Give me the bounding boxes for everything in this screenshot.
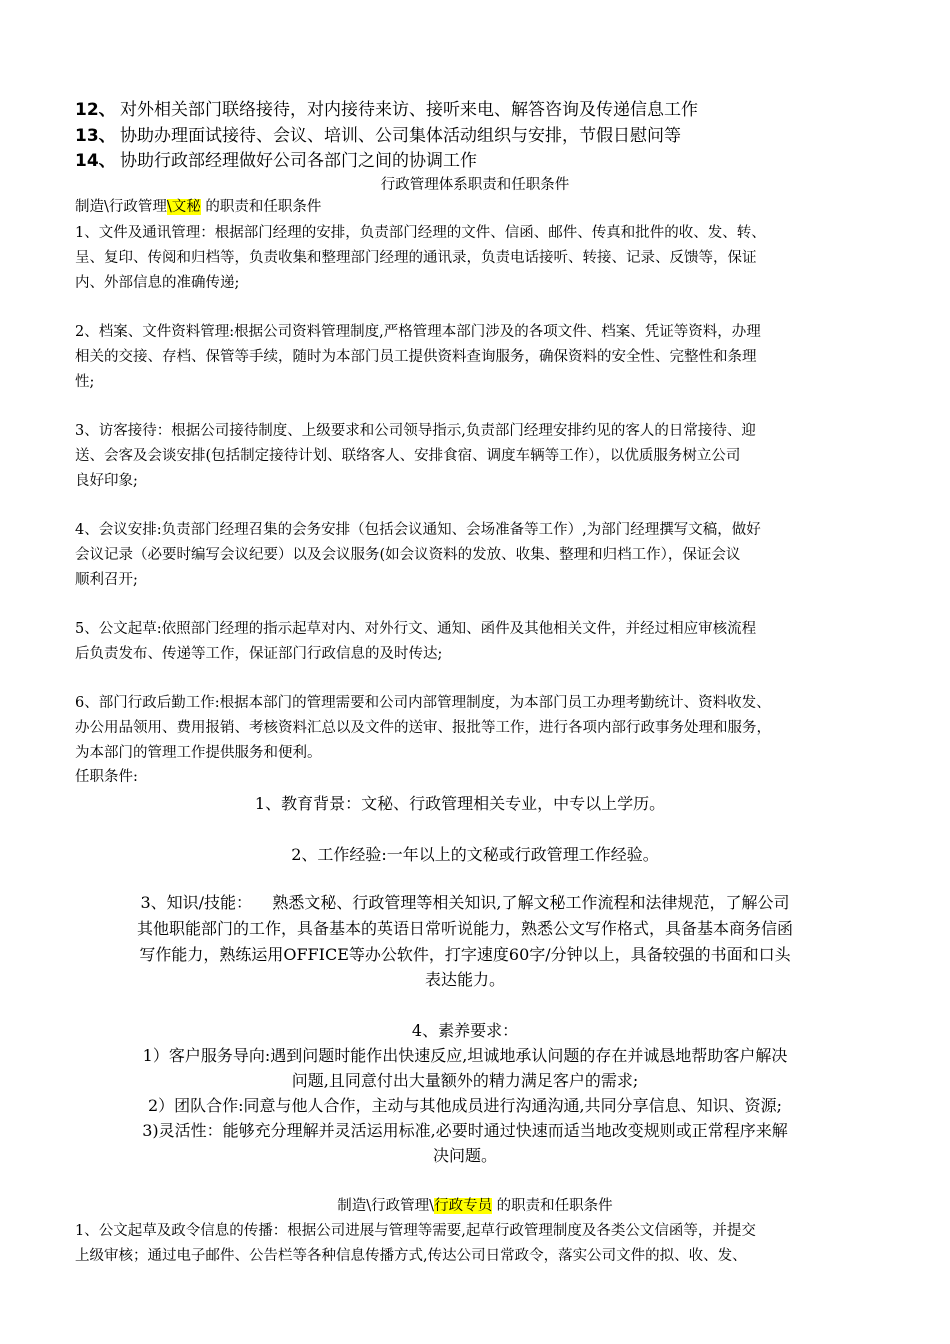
requirement-experience: 2、工作经验:一年以上的文秘或行政管理工作经验。 bbox=[291, 845, 659, 864]
duty-line: 1、文件及通讯管理：根据部门经理的安排，负责部门经理的文件、信函、邮件、传真和批件的收、发、转、 bbox=[75, 225, 766, 241]
duty-line: 办公用品领用、费用报销、考核资料汇总以及文件的送审、报批等工作，进行各项内部行政事务处理和服务， bbox=[75, 720, 771, 736]
requirements-label: 任职条件: bbox=[75, 769, 138, 785]
heading-highlight: 行政专员 bbox=[434, 1198, 493, 1214]
duty-line: 送、会客及会谈安排(包括制定接待计划、联络客人、安排食宿、调度车辆等工作），以优质服务树立公司 bbox=[75, 448, 741, 464]
duty-line: 1、公文起草及政令信息的传播：根据公司进展与管理等需要,起草行政管理制度及各类公文信函等，并提交 bbox=[75, 1223, 756, 1239]
list-number: 14、 bbox=[75, 151, 116, 171]
duty-line: 6、部门行政后勤工作:根据本部门的管理需要和公司内部管理制度，为本部门员工办理考勤统计、资料收发、 bbox=[75, 695, 771, 711]
requirement-education: 1、教育背景：文秘、行政管理相关专业，中专以上学历。 bbox=[254, 794, 666, 813]
duty-line: 4、会议安排:负责部门经理召集的会务安排（包括会议通知、会场准备等工作）,为部门经理撰写文稿，做好 bbox=[75, 522, 761, 538]
duty-line: 后负责发布、传递等工作，保证部门行政信息的及时传达; bbox=[75, 646, 443, 662]
requirement-skills-line: 其他职能部门的工作，具备基本的英语日常听说能力，熟悉公文写作格式，具备基本商务信函 bbox=[136, 919, 793, 938]
requirement-quality-item: 问题,且同意付出大量额外的精力满足客户的需求; bbox=[291, 1071, 639, 1090]
list-item bbox=[75, 121, 681, 146]
duty-line: 2、档案、文件资料管理:根据公司资料管理制度,严格管理本部门涉及的各项文件、档案、凭证等资料，办理 bbox=[75, 324, 761, 340]
duty-line: 上级审核；通过电子邮件、公告栏等各种信息传播方式,传达公司日常政令，落实公司文件的拟、收、发、 bbox=[75, 1248, 747, 1264]
requirement-skills-line: 3、知识/技能： 熟悉文秘、行政管理等相关知识,了解文秘工作流程和法律规范，了解公司 bbox=[140, 893, 790, 912]
list-item bbox=[75, 95, 698, 120]
duty-line: 内、外部信息的准确传递; bbox=[75, 275, 240, 291]
duty-line: 呈、复印、传阅和归档等，负责收集和整理部门经理的通讯录，负责电话接听、转接、记录、反馈等，保证 bbox=[75, 250, 757, 266]
requirement-quality-item: 决问题。 bbox=[432, 1146, 497, 1165]
heading-suffix: 的职责和任职条件 bbox=[200, 199, 322, 215]
list-number: 13、 bbox=[75, 126, 116, 146]
duty-line: 性; bbox=[75, 374, 95, 390]
heading-prefix: 制造\行政管理 bbox=[75, 199, 167, 215]
duty-line: 3、访客接待：根据公司接待制度、上级要求和公司领导指示,负责部门经理安排约见的客人的日常接待、迎 bbox=[75, 423, 756, 439]
heading-suffix: 的职责和任职条件 bbox=[492, 1198, 613, 1214]
duty-line: 相关的交接、存档、保管等手续，随时为本部门员工提供资料查询服务，确保资料的安全性、完整性和条理 bbox=[75, 349, 757, 365]
list-item bbox=[75, 146, 477, 171]
heading-prefix: 制造\行政管理\ bbox=[337, 1198, 435, 1214]
specialist-heading bbox=[0, 1194, 950, 1215]
duty-line: 为本部门的管理工作提供服务和便利。 bbox=[75, 745, 322, 761]
requirement-skills-line: 写作能力，熟练运用OFFICE等办公软件，打字速度60字/分钟以上，具备较强的书面和口头 bbox=[139, 945, 791, 964]
list-number: 12、 bbox=[75, 100, 116, 120]
requirement-quality-item: 1）客户服务导向:遇到问题时能作出快速反应,坦诚地承认问题的存在并诚恳地帮助客户解决 bbox=[142, 1046, 788, 1065]
requirement-skills-line: 表达能力。 bbox=[424, 970, 505, 989]
list-text: 对外相关部门联络接待，对内接待来访、接听来电、解答咨询及传递信息工作 bbox=[120, 100, 698, 120]
requirement-quality-item: 2）团队合作:同意与他人合作，主动与其他成员进行沟通沟通,共同分享信息、知识、资源; bbox=[147, 1096, 783, 1115]
duty-line: 会议记录（必要时编写会议纪要）以及会议服务(如会议资料的发放、收集、整理和归档工作），保证会议 bbox=[75, 547, 741, 563]
secretary-heading bbox=[75, 195, 321, 216]
heading-highlight: \文秘 bbox=[166, 199, 201, 215]
requirement-quality-item: 3)灵活性：能够充分理解并灵活运用标准,必要时通过快速而适当地改变规则或正常程序来解 bbox=[142, 1121, 788, 1140]
list-text: 协助办理面试接待、会议、培训、公司集体活动组织与安排，节假日慰问等 bbox=[120, 126, 681, 146]
duty-line: 顺利召开; bbox=[75, 572, 138, 588]
section-title: 行政管理体系职责和任职条件 bbox=[380, 177, 570, 193]
duty-line: 5、公文起草:依照部门经理的指示起草对内、对外行文、通知、函件及其他相关文件，并经过相应审核流程 bbox=[75, 621, 757, 637]
duty-line: 良好印象; bbox=[75, 473, 138, 489]
list-text: 协助行政部经理做好公司各部门之间的协调工作 bbox=[120, 151, 477, 171]
requirement-quality-title: 4、素养要求： bbox=[411, 1021, 519, 1040]
